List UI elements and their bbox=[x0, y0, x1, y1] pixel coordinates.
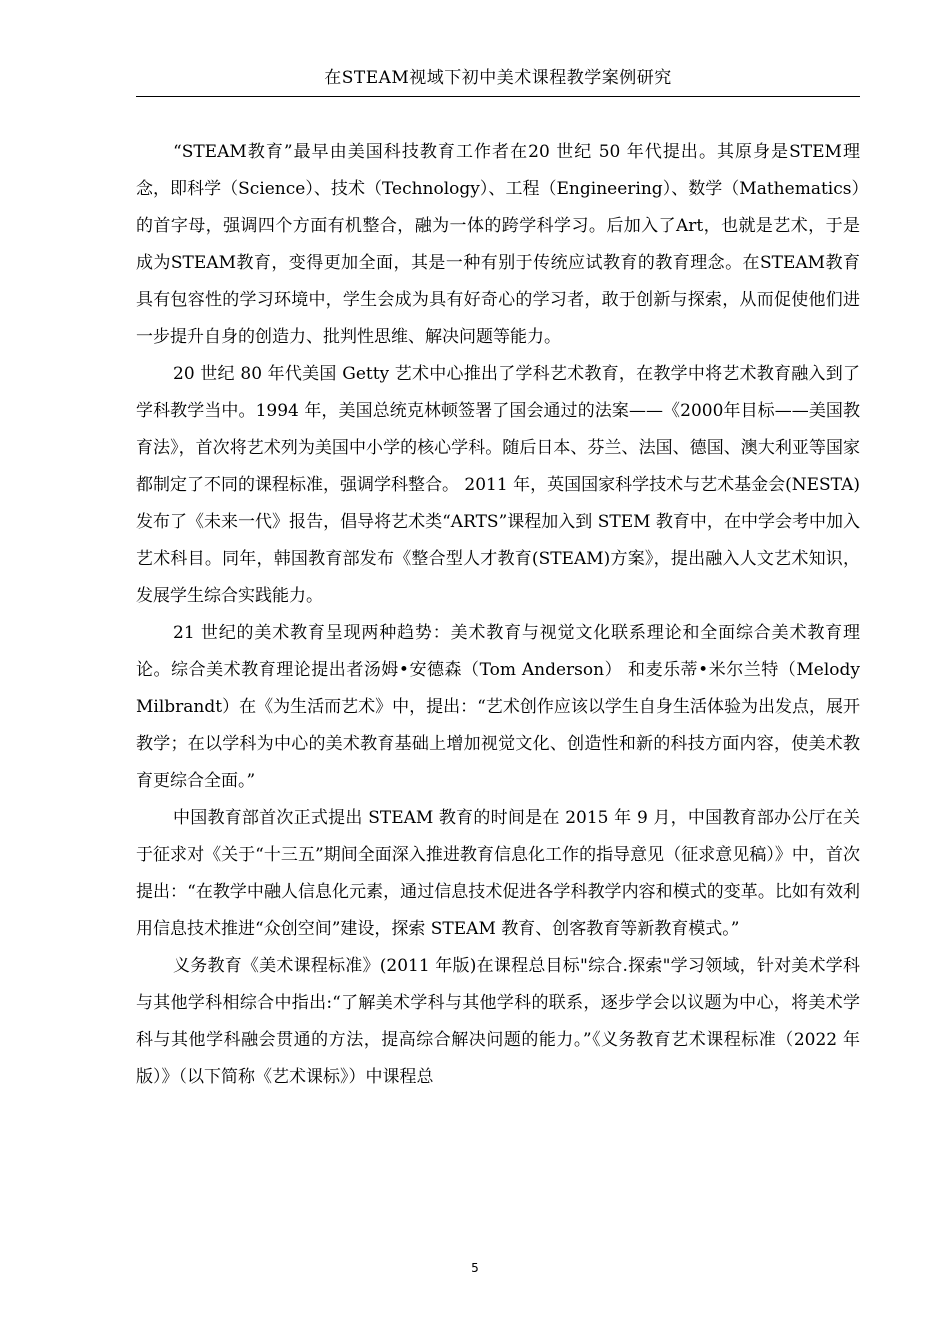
running-header-title: 在STEAM视域下初中美术课程教学案例研究 bbox=[324, 68, 672, 88]
header-divider bbox=[136, 96, 860, 97]
paragraph-international-development: 20 世纪 80 年代美国 Getty 艺术中心推出了学科艺术教育，在教学中将艺术教育融入到了学科教学当中。1994 年，美国总统克林顿签署了国会通过的法案——《2000年目标——美国教育法》，首次将艺术列为美国中小学的核心学科。随后日本、芬兰、法国、德国、澳大利亚等国家都制定了不同的课程标准，强调学科整合。 2011 年，英国国家科学技术与艺术基金会(NESTA)发布了《未来一代》报告，倡导将艺术类“ARTS”课程加入到 STEM 教育中，在中学会考中加入艺术科目。同年，韩国教育部发布《整合型人才教育(STEAM)方案》，提出融入人文艺术知识，发展学生综合实践能力。 bbox=[136, 364, 860, 606]
paragraph-steam-origin: “STEAM教育”最早由美国科技教育工作者在20 世纪 50 年代提出。其原身是STEM理念，即科学（Science）、技术（Technology）、工程（Engineering）、数学（Mathematics）的首字母，强调四个方面有机整合，融为一体的跨学科学习。后加入了Art，也就是艺术，于是成为STEAM教育，变得更加全面，其是一种有别于传统应试教育的教育理念。在STEAM教育具有包容性的学习环境中，学生会成为具有好奇心的学习者，敢于创新与探索，从而促使他们进一步提升自身的创造力、批判性思维、解决问题等能力。 bbox=[136, 142, 860, 347]
body-text bbox=[136, 134, 860, 1096]
page-number: 5 bbox=[471, 1261, 479, 1275]
paragraph-21st-century-trends: 21 世纪的美术教育呈现两种趋势：美术教育与视觉文化联系理论和全面综合美术教育理论。综合美术教育理论提出者汤姆•安德森（Tom Anderson） 和麦乐蒂•米尔兰特（Melody Milbrandt）在《为生活而艺术》中，提出：“艺术创作应该以学生自身生活体验为出发点，展开教学；在以学科为中心的美术教育基础上增加视觉文化、创造性和新的科技方面内容，使美术教育更综合全面。” bbox=[136, 623, 860, 791]
paragraph-curriculum-standards: 义务教育《美术课程标准》(2011 年版)在课程总目标"综合.探索"学习领域，针对美术学科与其他学科相综合中指出:“了解美术学科与其他学科的联系，逐步学会以议题为中心，将美术学科与其他学科融会贯通的方法，提高综合解决问题的能力。”《义务教育艺术课程标准（2022 年版）》（以下简称《艺术课标》）中课程总 bbox=[136, 956, 860, 1087]
paragraph-china-steam: 中国教育部首次正式提出 STEAM 教育的时间是在 2015 年 9 月，中国教育部办公厅在关于征求对《关于“十三五”期间全面深入推进教育信息化工作的指导意见（征求意见稿）》中，首次提出：“在教学中融人信息化元素，通过信息技术促进各学科教学内容和模式的变革。比如有效利用信息技术推进“众创空间”建设，探索 STEAM 教育、创客教育等新教育模式。” bbox=[136, 808, 860, 939]
